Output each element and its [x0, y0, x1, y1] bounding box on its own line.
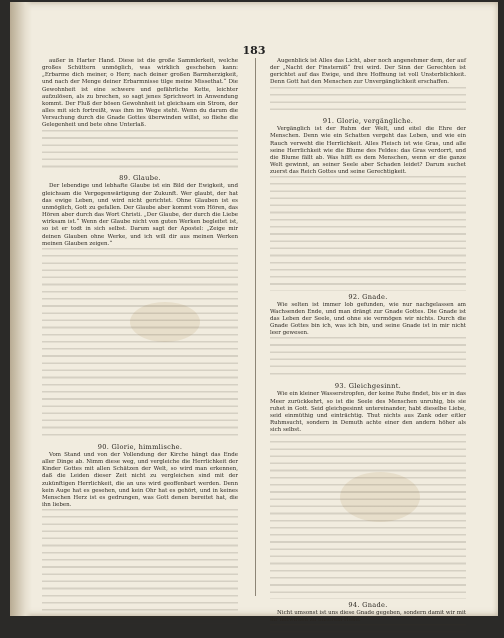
book-page [10, 2, 498, 623]
text-continuation [270, 434, 466, 598]
section-text: Nicht umsonst ist uns diese Gnade gegeben, sondern damit wir mit ihr mitwirken zu unserem Heile. [270, 609, 466, 623]
section-text: Augenblick ist Alles das Licht, aber noch angenehmer dem, der auf der „Nacht der Finsterniß“ frei wird. Der Sinn der Gerechten ist gerichtet auf das Ewige, und ihre Hoffnung ist voll Unsterblichkeit. Denn Gott hat den Menschen zur Unvergänglichkeit erschaffen. [270, 58, 466, 86]
page-gutter-shadow [10, 2, 32, 616]
section-heading: 94. Gnade. [348, 600, 388, 609]
text-continuation [270, 176, 466, 290]
section-text: Vom Stand und von der Vollendung der Kirche hängt das Ende aller Dinge ab. Nimm diese weg, und vergleiche die Herrlichkeit der Kinder Gottes mit allen Schätzen der Welt, so wird man erkennen, daß die Leiden dieser Zeit nicht zu vergleichen sind mit der zukünftigen Herrlichkeit, die an uns wird geoffenbart werden. Denn kein Auge hat es gesehen, und kein Ohr hat es gehört, und in keines Menschen Herz ist es gedrungen, was Gott denen bereitet hat, die ihn lieben. [42, 451, 238, 508]
section-heading: 92. Gnade. [348, 292, 388, 301]
text-continuation [270, 624, 466, 638]
section-text: außer in Harter Hand. Diese ist die große Sammlerkeit, welche großes Schüttern unmöglich, was wirklich geschehen kann: „Erbarme dich meiner, o Herr, nach deiner großen Barmherzigkeit, und nach der Menge deiner Erbarmnisse tilge meine Missethat.“ Die Gewohnheit ist eine schwere und gefährliche Kette, leichter aufzulösen, als zu brechen, so sagt jenes Sprichwort in Anwendung kommt. Der Fluß der bösen Gewohnheit ist gleichsam ein Strom, der alles mit sich fortreißt, was ihm im Wege steht. Wenn du darum die Versuchung durch die Gnade Gottes überwinden willst, so fliehe die Gelegenheit und bete ohne Unterlaß. [42, 58, 238, 129]
text-continuation [42, 130, 238, 173]
text-continuation [270, 87, 466, 116]
section-text: Wie selten ist immer lob gefunden, wie nur nachgelassen am Wachsenden Ende, und man drängt zur Gnade Gottes. Die Gnade ist das Leben der Seele, und ohne sie vermögen wir nichts. Durch die Gnade Gottes bin ich, was ich bin, und seine Gnade ist in mir nicht leer gewesen. [270, 301, 466, 337]
page-number: 183 [242, 44, 266, 57]
text-continuation [270, 337, 466, 380]
section-heading: 91. Glorie, vergängliche. [322, 117, 414, 126]
column-divider [255, 58, 256, 596]
section-heading: 93. Gleichgesinnt. [334, 382, 402, 391]
section-text: Der lebendige und lebhafte Glaube ist ein Bild der Ewigkeit, und gleichsam die Vergegenwärtigung der Zukunft. Wer glaubt, der hat das ewige Leben, und wird nicht gerichtet. Ohne Glauben ist es unmöglich, Gott zu gefallen. Der Glaube aber kommt vom Hören, das Hören aber durch das Wort Christi. „Der Glaube, der durch die Liebe wirksam ist.“ Wenn der Glaube nicht von guten Werken begleitet ist, so ist er todt in sich selbst. Darum sagt der Apostel: „Zeige mir deinen Glauben ohne Werke, und ich will dir aus meinen Werken meinen Glauben zeigen.“ [42, 183, 238, 247]
section-heading: 90. Glorie, himmlische. [97, 442, 183, 451]
text-continuation [42, 509, 238, 623]
section-text: Wie ein kleiner Wasserstropfen, der keine Ruhe findet, bis er in das Meer zurückkehrt, so ist die Seele des Menschen unruhig, bis sie ruhet in Gott. Seid gleichgesinnt untereinander, habt dieselbe Liebe, seid einmüthig und einträchtig. Thut nichts aus Zank oder eitler Ruhmsucht, sondern in Demuth achte einer den andern höher als sich selbst. [270, 391, 466, 434]
section-heading: 89. Glaube. [119, 174, 161, 183]
left-text-column [42, 58, 238, 598]
section-text: Vergänglich ist der Ruhm der Welt, und eitel die Ehre der Menschen. Denn wie ein Schatten vergeht das Leben, und wie ein Rauch verweht die Herrlichkeit. Alles Fleisch ist wie Gras, und alle seine Herrlichkeit wie die Blume des Feldes: das Gras verdorrt, und die Blume fällt ab. Was hilft es dem Menschen, wenn er die ganze Welt gewinnt, an seiner Seele aber Schaden leidet? Darum suchet zuerst das Reich Gottes und seine Gerechtigkeit. [270, 126, 466, 176]
right-text-column [270, 58, 466, 623]
text-continuation [42, 248, 238, 441]
